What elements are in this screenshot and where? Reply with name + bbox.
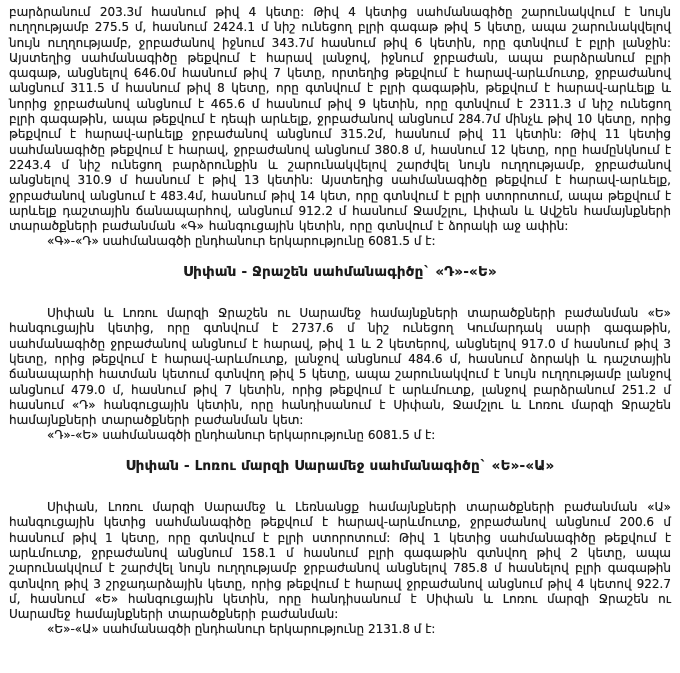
boundary-description-paragraph-1: բարձրանում 203.3մ հասնում թիվ 4 կետը: Թիվ 4 կետից սահմանագիծը շարունակվում է նույն ուղղությամբ 275.5 մ, հասնում 2424.1 մ նիշ ունեցող բլրի գագաթ թիվ 5 կետը, ապա շարունակվելով նույն ուղղությամբ, ջրբաժանով իջնում 343.7մ հասնում թիվ 6 կետին, որը գտնվում է բլրի լանջին: Այստեղից սահմանագիծը թեքվում է հարավ լանջով, իջնում ջրբաժան, ապա բարձրանում բլրի գագաթ, անցնելով 646.0մ հասնում թիվ 7 կետը, որտեղից թեքվում է հարավ-արևմուտք, ջրբաժանով անցնում 311.5 մ հասնում թիվ 8 կետը, որը գտնվում է բլրի գագաթին, թեքվում է հարավ-արևելք և նորից ջրբաժանով անցնում է 465.6 մ հասնում թիվ 9 կետին, որը գտնվում է 2311.3 մ նիշ ունեցող բլրի գագաթին, ապա թեքվում է դեպի արևելք, ջրբաժանով անցնում 284.7մ մինչև թիվ 10 կետը, որից թեքվում է հարավ-արևելք ջրբաժանով անցնում 315.2մ, հասնում թիվ 11 կետին: Թիվ 11 կետից սահմանագիծը թեքվում է հարավ, ջրբաժանով անցնում 380.8 մ, հասնում 12 կետը, որը համընկնում է 2243.4 մ նիշ ունեցող բարձրունքին և շարունակվելով շարժվել նույն ուղղությամբ, ջրբաժանով անցնելով 310.9 մ հասնում է թիվ 13 կետին: Այստեղից սահմանագիծը թեքվում է հարավ-արևելք, ջրբաժանով անցնում է 483.4մ, հասնում թիվ 14 կետ, որը գտնվում է բլրի ստորոտում, ապա թեքվում է արևելք դաշտային ճանապարհով, անցնում 912.2 մ հասնում Ջամշլու, Լիփան և Ավշեն համայնքների տարածքների բաժանման «Գ» հանգուցային կետին, որը գտնվում է ձորակի աջ ափին: <box>9 5 671 234</box>
boundary-total-length-3: «Ե»-«Ա» սահմանագծի ընդհանուր երկարությունը 2131.8 մ է: <box>47 622 436 637</box>
boundary-description-paragraph-2: Սիփան և Լոռու մարզի Ջրաշեն ու Սարամեջ համայնքների տարածքների բաժանման «Ե» հանգուցային կետից, որը գտնվում է 2737.6 մ նիշ ունեցող Կումարդակ սարի գագաթին, սահմանագիծը ջրբաժանով անցնում է հարավ, թիվ 1 և 2 կետերով, անցնելով 917.0 մ հասնում թիվ 3 կետը, որից թեքվում է հարավ-արևմուտք, լանջով անցնում 484.6 մ, հասնում ձորակի և դաշտային ճանապարհի հատման կետում գտնվող թիվ 5 կետը, ապա շարունակվում է նույն ուղղությամբ լանջով անցնում 479.0 մ, հասնում թիվ 7 կետին, որից թեքվում է արևմուտք, լանջով բարձրանում 251.2 մ հասնում «Դ» հանգուցային կետին, որը հանդիսանում է Սիփան, Ջամշլու և Լոռու մարզի Ջրաշեն համայնքների տարածքների բաժանման կետ: <box>9 306 671 428</box>
section-heading-sipan-saramej: Սիփան - Լոռու մարզի Սարամեջ սահմանագիծը` «Ե»-«Ա» <box>125 457 555 474</box>
boundary-total-length-2: «Դ»-«Ե» սահմանագծի ընդհանուր երկարությունը 6081.5 մ է: <box>47 428 436 443</box>
boundary-total-length-1: «Գ»-«Դ» սահմանագծի ընդհանուր երկարությունը 6081.5 մ է: <box>47 234 436 249</box>
boundary-description-paragraph-3: Սիփան, Լոռու մարզի Սարամեջ և Լեռնանցք համայնքների տարածքների բաժանման «Ա» հանգուցային կետից սահմանագիծը թեքվում է հարավ-արևմուտք, ջրբաժանով անցնում 200.6 մ հասնում թիվ 1 կետը, որը գտնվում է բլրի ստորոտում: Թիվ 1 կետից սահմանագիծը թեքվում է արևմուտք, ջրբաժանով անցնում 158.1 մ հասնում բլրի գագաթին գտնվող թիվ 2 կետը, ապա շարունակվում է շարժվել նույն ուղղությամբ ջրբաժանով անցնելով 785.8 մ հասնելով բլրի գագաթին գտնվող թիվ 3 շրջադարձային կետը, որից թեքվում է հարավ ջրբաժանով անցնում թիվ 4 կետով 922.7 մ, հասնում «Ե» հանգուցային կետին, որը հանդիսանում է Սիփան և Լոռու մարզի Ջրաշեն ու Սարամեջ համայնքների տարածքների բաժանման: <box>9 500 671 622</box>
section-heading-sipan-jrashen: Սիփան - Ջրաշեն սահմանագիծը` «Դ»-«Ե» <box>183 263 497 280</box>
